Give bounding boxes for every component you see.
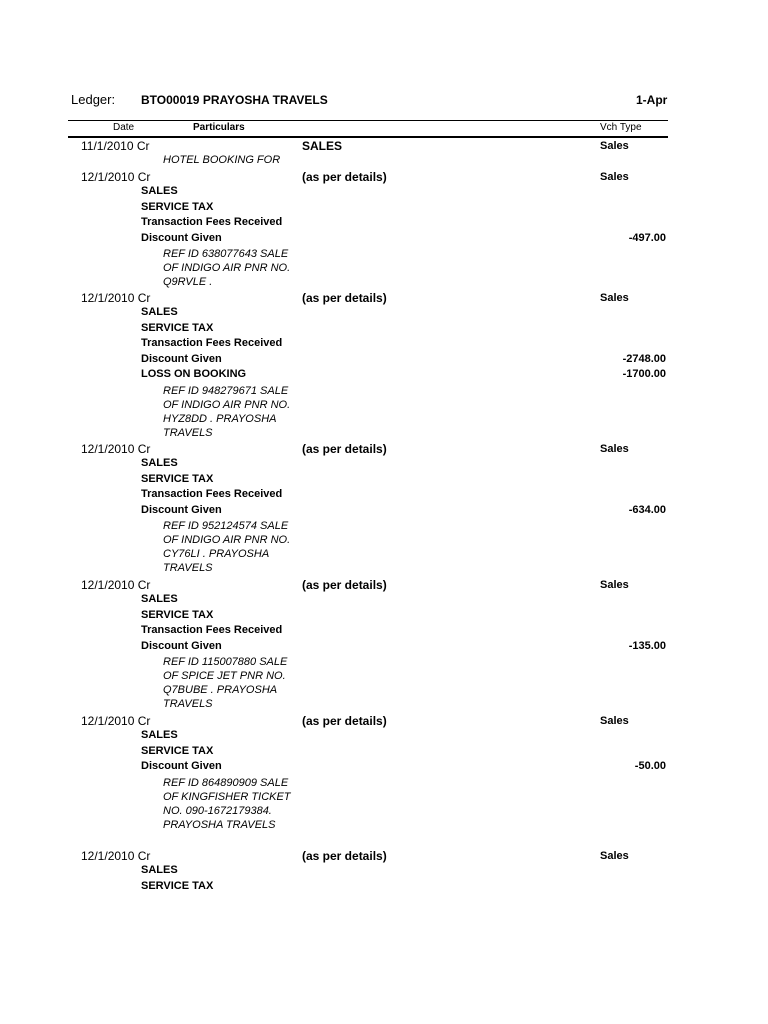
entry-item: Transaction Fees Received [141,337,283,349]
entry-item: SALES [141,457,178,469]
entry-narration: PRAYOSHA TRAVELS [163,818,276,831]
header-rule-top [68,120,668,121]
entry-item: Discount Given [141,503,222,516]
entry-amount: -2748.00 [622,352,666,365]
entry-vch-type: Sales [600,715,629,727]
entry-narration: NO. 090-1672179384. [163,804,272,817]
entry-date: 12/1/2010 Cr [81,442,151,456]
entry-item: SALES [141,306,178,318]
entry-vch-type: Sales [600,140,629,152]
entry-particulars: (as per details) [302,170,387,184]
entry-narration: REF ID 948279671 SALE [163,384,289,397]
entry-item: LOSS ON BOOKING [141,368,247,380]
entry-narration: CY76LI . PRAYOSHA [163,548,270,560]
entry-date: 12/1/2010 Cr [81,849,151,863]
entry-item: SERVICE TAX [141,879,214,892]
entry-date: 12/1/2010 Cr [81,714,151,728]
entry-item: SALES [141,864,178,876]
entry-item: SERVICE TAX [141,472,214,485]
entry-narration: Q7BUBE . PRAYOSHA [163,684,278,696]
entry-item: Transaction Fees Received [141,216,283,228]
entry-narration: OF KINGFISHER TICKET [163,790,291,803]
entry-date: 11/1/2010 Cr [81,139,150,153]
entry-item: Transaction Fees Received [141,488,283,500]
entry-narration: Q9RVLE . [163,276,213,288]
entry-particulars: (as per details) [302,578,387,592]
entry-narration: REF ID 115007880 SALE [163,656,288,668]
entry-date: 12/1/2010 Cr [81,578,151,592]
entry-narration: TRAVELS [163,698,213,710]
entry-item: SERVICE TAX [141,744,214,757]
entry-date: 12/1/2010 Cr [81,170,151,184]
entry-narration: REF ID 864890909 SALE [163,776,289,789]
entry-narration: REF ID 638077643 SALE [163,248,289,260]
entry-item: SERVICE TAX [141,321,214,334]
entry-narration: TRAVELS [163,562,213,574]
entry-item: Discount Given [141,760,222,772]
entry-narration: OF INDIGO AIR PNR NO. [163,262,291,274]
entry-vch-type: Sales [600,579,629,591]
entry-item: SERVICE TAX [141,608,214,621]
entry-vch-type: Sales [600,850,629,862]
entry-vch-type: Sales [600,171,629,183]
entry-particulars: SALES [302,139,343,153]
entry-narration: TRAVELS [163,426,213,439]
entry-narration: OF INDIGO AIR PNR NO. [163,398,291,411]
entry-item: SALES [141,729,178,741]
entry-narration: HYZ8DD . PRAYOSHA [163,412,277,425]
entry-item: Transaction Fees Received [141,624,283,636]
entry-item: SERVICE TAX [141,200,214,213]
entry-narration: OF SPICE JET PNR NO. [163,670,286,682]
column-header-particulars: Particulars [193,122,245,133]
entry-narration: OF INDIGO AIR PNR NO. [163,534,291,546]
entry-date: 12/1/2010 Cr [81,291,151,305]
entry-particulars: (as per details) [302,714,387,728]
entry-item: Discount Given [141,639,222,652]
header-rule-bottom [68,136,668,138]
entry-item: SALES [141,185,178,197]
entry-vch-type: Sales [600,292,629,304]
ledger-name: BTO00019 PRAYOSHA TRAVELS [141,93,328,107]
column-header-date: Date [113,122,135,133]
entry-amount: -634.00 [628,503,666,516]
entry-amount: -135.00 [628,639,666,652]
entry-item: SALES [141,593,178,605]
column-header-vch-type: Vch Type [600,122,642,133]
entry-particulars: (as per details) [302,442,387,456]
entry-vch-type: Sales [600,443,629,455]
entry-amount: -1700.00 [622,368,666,380]
ledger-label: Ledger: [71,92,116,107]
entry-narration: REF ID 952124574 SALE [163,520,289,532]
entry-particulars: (as per details) [302,849,387,863]
entry-amount: -497.00 [628,231,666,244]
period-label: 1-Apr [636,93,668,107]
entry-amount: -50.00 [634,760,666,772]
entry-item: Discount Given [141,352,222,365]
entry-item: Discount Given [141,231,222,244]
entry-narration: HOTEL BOOKING FOR [163,154,281,166]
entry-particulars: (as per details) [302,291,387,305]
